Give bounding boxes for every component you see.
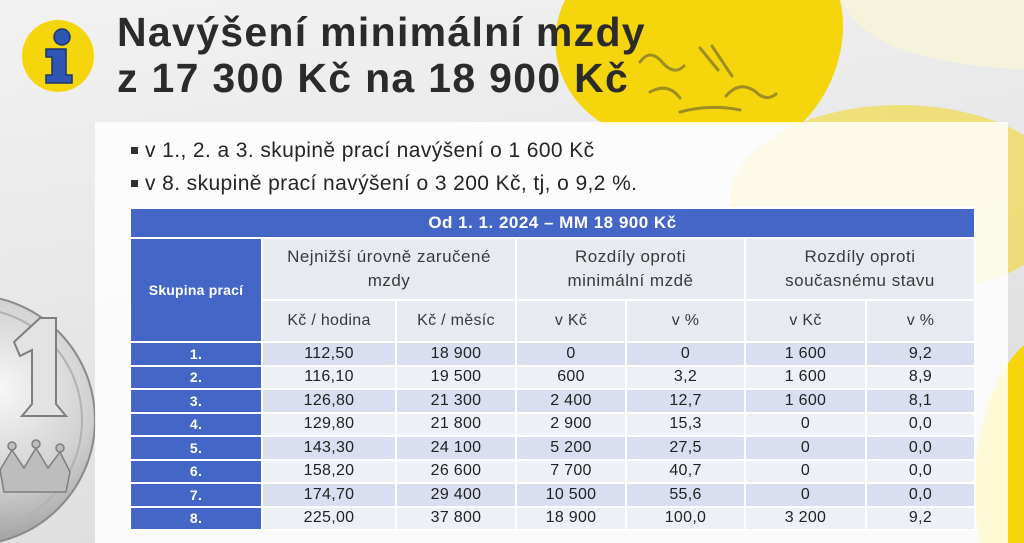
square-bullet-icon	[131, 180, 138, 187]
diff-current-czk-cell: 3 200	[745, 507, 866, 531]
bullet-text: v 8. skupině prací navýšení o 3 200 Kč, tj, o 9,2 %.	[145, 172, 638, 195]
title-line: Navýšení minimální mzdy	[117, 9, 646, 55]
work-group-cell: 1.	[130, 342, 262, 366]
header-line: současnému stavu	[785, 271, 935, 290]
minimum-wage-table	[129, 207, 976, 531]
header-line: Nejnižší úrovně zaručené	[287, 247, 491, 266]
work-group-cell: 2.	[130, 366, 262, 390]
work-group-cell: 5.	[130, 436, 262, 460]
header-line: Rozdíly oproti	[575, 247, 686, 266]
diff-current-pct-cell: 0,0	[866, 483, 975, 507]
diff-minimum-pct-cell: 3,2	[626, 366, 745, 390]
hourly-wage-cell: 112,50	[262, 342, 396, 366]
hourly-wage-cell: 116,10	[262, 366, 396, 390]
hourly-wage-cell: 126,80	[262, 389, 396, 413]
hourly-wage-cell: 143,30	[262, 436, 396, 460]
header-line: minimální mzdě	[567, 271, 694, 290]
diff-minimum-pct-header: v %	[626, 300, 745, 342]
diff-current-czk-cell: 1 600	[745, 389, 866, 413]
diff-current-pct-cell: 8,9	[866, 366, 975, 390]
table-row	[130, 460, 975, 484]
info-icon	[21, 19, 95, 93]
square-bullet-icon	[131, 147, 138, 154]
table-row	[130, 342, 975, 366]
diff-current-czk-cell: 0	[745, 413, 866, 437]
monthly-wage-cell: 37 800	[396, 507, 516, 531]
monthly-wage-cell: 21 800	[396, 413, 516, 437]
monthly-wage-cell: 24 100	[396, 436, 516, 460]
table-caption: Od 1. 1. 2024 – MM 18 900 Kč	[130, 208, 975, 238]
monthly-wage-header: Kč / měsíc	[396, 300, 516, 342]
diff-minimum-czk-cell: 18 900	[516, 507, 626, 531]
hourly-wage-header: Kč / hodina	[262, 300, 396, 342]
table-row	[130, 507, 975, 531]
diff-minimum-czk-cell: 2 900	[516, 413, 626, 437]
diff-minimum-czk-cell: 2 400	[516, 389, 626, 413]
table-row	[130, 366, 975, 390]
diff-current-pct-cell: 8,1	[866, 389, 975, 413]
diff-current-czk-cell: 0	[745, 483, 866, 507]
monthly-wage-cell: 19 500	[396, 366, 516, 390]
table-row	[130, 436, 975, 460]
work-group-header: Skupina prací	[130, 238, 262, 342]
diff-current-pct-cell: 9,2	[866, 342, 975, 366]
diff-minimum-czk-cell: 5 200	[516, 436, 626, 460]
bullet-item	[128, 134, 637, 167]
diff-current-pct-cell: 0,0	[866, 436, 975, 460]
diff-minimum-pct-cell: 15,3	[626, 413, 745, 437]
diff-minimum-czk-header: v Kč	[516, 300, 626, 342]
diff-current-czk-cell: 1 600	[745, 366, 866, 390]
title-line: z 17 300 Kč na 18 900 Kč	[117, 55, 630, 101]
diff-current-pct-cell: 9,2	[866, 507, 975, 531]
bullet-text: v 1., 2. a 3. skupině prací navýšení o 1 600 Kč	[145, 139, 595, 162]
table-caption-row	[130, 208, 975, 238]
diff-minimum-wage-header	[516, 238, 745, 300]
table-row	[130, 483, 975, 507]
diff-current-state-header	[745, 238, 975, 300]
table-row	[130, 413, 975, 437]
work-group-cell: 3.	[130, 389, 262, 413]
bullet-item	[128, 167, 637, 200]
hourly-wage-cell: 225,00	[262, 507, 396, 531]
monthly-wage-cell: 21 300	[396, 389, 516, 413]
work-group-cell: 7.	[130, 483, 262, 507]
hourly-wage-cell: 158,20	[262, 460, 396, 484]
diff-current-pct-cell: 0,0	[866, 460, 975, 484]
diff-minimum-pct-cell: 12,7	[626, 389, 745, 413]
diff-current-czk-cell: 0	[745, 436, 866, 460]
work-group-cell: 6.	[130, 460, 262, 484]
diff-minimum-czk-cell: 10 500	[516, 483, 626, 507]
monthly-wage-cell: 26 600	[396, 460, 516, 484]
diff-minimum-pct-cell: 40,7	[626, 460, 745, 484]
bullet-list	[128, 134, 637, 200]
diff-minimum-pct-cell: 55,6	[626, 483, 745, 507]
hourly-wage-cell: 129,80	[262, 413, 396, 437]
diff-current-czk-cell: 0	[745, 460, 866, 484]
slide-title	[117, 9, 646, 101]
monthly-wage-cell: 29 400	[396, 483, 516, 507]
diff-current-czk-cell: 1 600	[745, 342, 866, 366]
table-body	[130, 342, 975, 530]
header-line: mzdy	[367, 271, 411, 290]
header-line: Rozdíly oproti	[804, 247, 916, 266]
diff-current-pct-header: v %	[866, 300, 975, 342]
column-group-row	[130, 238, 975, 300]
diff-minimum-czk-cell: 600	[516, 366, 626, 390]
monthly-wage-cell: 18 900	[396, 342, 516, 366]
diff-minimum-pct-cell: 0	[626, 342, 745, 366]
diff-minimum-pct-cell: 27,5	[626, 436, 745, 460]
diff-current-czk-header: v Kč	[745, 300, 866, 342]
diff-current-pct-cell: 0,0	[866, 413, 975, 437]
work-group-cell: 8.	[130, 507, 262, 531]
guaranteed-wage-header	[262, 238, 516, 300]
diff-minimum-czk-cell: 0	[516, 342, 626, 366]
hourly-wage-cell: 174,70	[262, 483, 396, 507]
table-row	[130, 389, 975, 413]
diff-minimum-czk-cell: 7 700	[516, 460, 626, 484]
work-group-cell: 4.	[130, 413, 262, 437]
diff-minimum-pct-cell: 100,0	[626, 507, 745, 531]
